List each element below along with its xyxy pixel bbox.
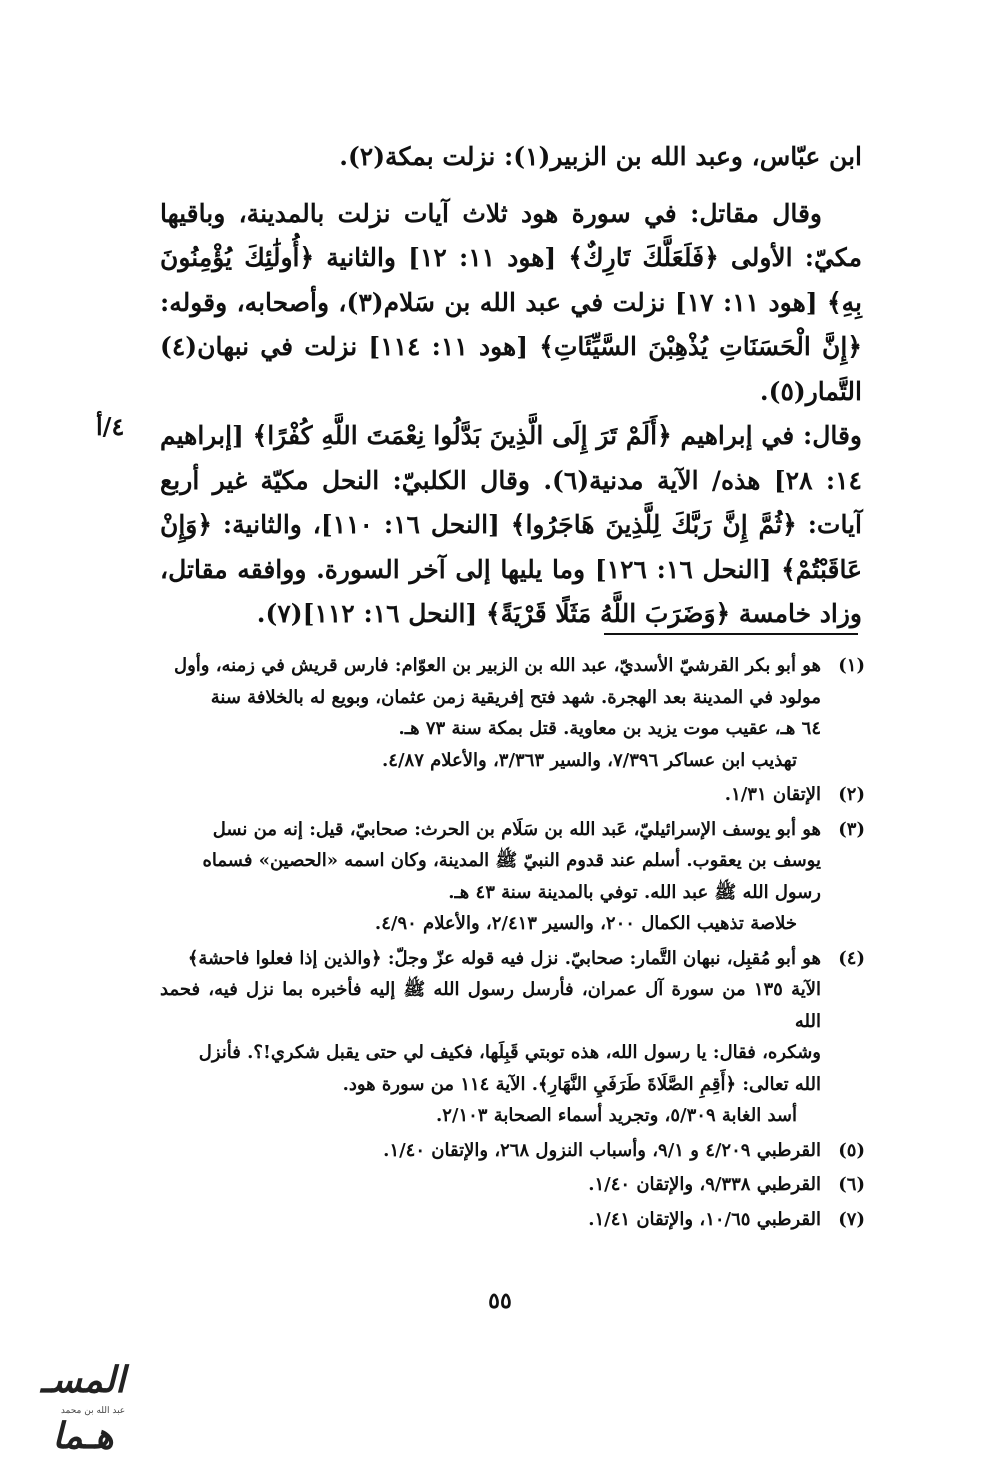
footnote-text: الآية ١٣٥ من سورة آل عمران، فأرسل رسول الله ﷺ إليه فأخبره بما نزل فيه، فحمد الله xyxy=(160,979,822,1032)
footnote-number: (٧) xyxy=(838,1208,865,1230)
footnote-text: الله تعالى: ﴿أَقِمِ الصَّلَاةَ طَرَفَيِ النَّهَارِ﴾. الآية ١١٤ من سورة هود. xyxy=(342,1073,821,1095)
footnote-text: يوسف بن يعقوب. أسلم عند قدوم النبيّ ﷺ المدينة، وكان اسمه «الحصين» فسماه xyxy=(202,850,821,871)
logo-mark: المسـ هـما xyxy=(40,1359,126,1457)
footnote-number: (٣) xyxy=(838,818,865,840)
page-number: ٥٥ xyxy=(488,1288,512,1314)
main-text-body xyxy=(160,135,862,637)
manuscript-folio-marker: ٤/أ xyxy=(96,412,125,441)
footnote-text: ٦٤ هـ، عقيب موت يزيد بن معاوية. قتل بمكة سنة ٧٣ هـ. xyxy=(398,718,821,739)
main-paragraph-2: وقال مقاتل: في سورة هود ثلاث آيات نزلت بالمدينة، وباقيها مكيّ: الأولى ﴿فَلَعَلَّكَ تَارِكٌ﴾ [هود ١١: ١٢] والثانية ﴿أُولَٰئِكَ يُؤْمِنُونَ بِهِ﴾ [هود ١١: ١٧] نزلت في عبد الله بن سَلام(٣)، وأصحابه، وقوله: ﴿إِنَّ الْحَسَنَاتِ يُذْهِبْنَ السَّيِّئَاتِ﴾ [هود ١١: ١١٤] نزلت في نبهان(٤) التَّمار(٥). xyxy=(160,198,863,406)
footnote-text: القرطبي ١٠/٦٥، والإتقان ١/٤١. xyxy=(588,1208,821,1230)
calligraphy-logo xyxy=(8,1352,158,1457)
footnote-source: خلاصة تذهيب الكمال ٢٠٠، والسير ٢/٤١٣، والأعلام ٤/٩٠. xyxy=(374,913,797,934)
footnote-text: القرطبي ٩/٣٣٨، والإتقان ١/٤٠. xyxy=(588,1174,821,1195)
footnote-3 xyxy=(160,814,865,940)
footnote-text: مولود في المدينة بعد الهجرة. شهد فتح إفريقية زمن عثمان، وبويع له بالخلافة سنة xyxy=(210,686,821,708)
footnote-1 xyxy=(160,650,865,776)
footnote-number: (١) xyxy=(838,655,865,676)
footnote-source: تهذيب ابن عساكر ٧/٣٩٦، والسير ٣/٣٦٣، والأعلام ٤/٨٧. xyxy=(382,749,797,771)
footnote-2 xyxy=(160,779,865,811)
main-paragraph-3: وقال: في إبراهيم ﴿أَلَمْ تَرَ إِلَى الَّذِينَ بَدَّلُوا نِعْمَتَ اللَّهِ كُفْرًا﴾ [إبراهيم ١٤: ٢٨] هذه/ الآية مدنية(٦). وقال الكلبيّ: النحل مكيّة غير أربع آيات: ﴿ثُمَّ إِنَّ رَبَّكَ لِلَّذِينَ هَاجَرُوا﴾ [النحل ١٦: ١١٠]، والثانية: ﴿وَإِنْ عَاقَبْتُمْ﴾ [النحل ١٦: ١٢٦] وما يليها إلى آخر السورة. ووافقه مقاتل، وزاد خامسة ﴿وَضَرَبَ اللَّهُ مَثَلًا قَرْيَةً﴾ [النحل ١٦: ١١٢](٧). xyxy=(160,421,863,628)
footnote-source: أسد الغابة ٥/٣٠٩، وتجريد أسماء الصحابة ٢/١٠٣. xyxy=(435,1105,797,1126)
logo-subtitle: عبد الله بن محمد xyxy=(60,1406,126,1416)
footnote-number: (٤) xyxy=(838,947,865,969)
footnote-text: هو أبو يوسف الإسرائيليّ، عَبد الله بن سَلَام بن الحرث: صحابيّ، قيل: إنه من نسل xyxy=(212,818,821,840)
footnote-6 xyxy=(160,1169,865,1201)
main-paragraph-1: ابن عبّاس، وعبد الله بن الزبير(١): نزلت بمكة(٢). xyxy=(339,142,862,171)
footnote-number: (٥) xyxy=(838,1139,865,1161)
footnote-number: (٦) xyxy=(838,1174,865,1195)
footnote-text: رسول الله ﷺ عبد الله. توفي بالمدينة سنة ٤٣ هـ. xyxy=(448,881,821,903)
footnotes-section xyxy=(160,650,865,1238)
footnote-7 xyxy=(160,1204,865,1236)
footnote-text: هو أبو مُقبِل، نبهان التَّمار: صحابيّ. نزل فيه قوله عزّ وجلّ: ﴿والذين إذا فعلوا فاحشة﴾ xyxy=(187,947,821,969)
footnote-text: هو أبو بكر القرشيّ الأسديّ، عبد الله بن الزبير بن العوّام: فارس قريش في زمنه، وأول xyxy=(173,655,821,676)
footnote-text: الإتقان ١/٣١. xyxy=(724,784,821,805)
footnote-text: القرطبي ٤/٢٠٩ و ٩/١، وأسباب النزول ٢٦٨، والإتقان ١/٤٠. xyxy=(383,1139,821,1161)
footnote-5 xyxy=(160,1135,865,1167)
footnote-number: (٢) xyxy=(838,784,865,805)
footnote-text: وشكره، فقال: يا رسول الله، هذه توبتي قَبِلَها، فكيف لي حتى يقبل شكري!؟. فأنزل xyxy=(198,1042,821,1063)
footnote-4 xyxy=(160,943,865,1132)
footnote-separator xyxy=(604,633,858,635)
